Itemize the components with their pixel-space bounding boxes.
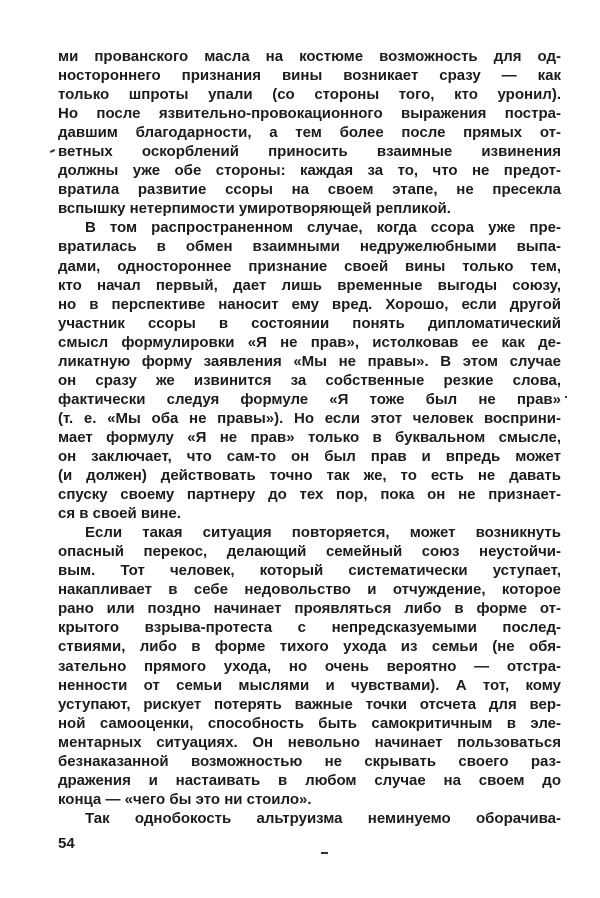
text-line: ной самооценки, способность быть самокритичным в эле- (58, 714, 561, 732)
text-line: вым. Тот человек, который систематически уступает, (58, 562, 561, 580)
text-line: зательно прямого ухода, но очень вероятно — отстра- (58, 657, 561, 675)
text-line: Если такая ситуация повторяется, может возникнуть (85, 524, 561, 542)
text-line: ми прованского масла на костюме возможность для од- (58, 48, 561, 65)
text-line: (и должен) действовать точно так же, то есть не давать (58, 467, 561, 485)
page-number: 54 (58, 835, 75, 852)
text-line: он сразу же извинится за собственные резкие слова, (58, 371, 561, 389)
text-line: ненности от семьи мыслями и чувствами). А тот, кому (58, 676, 561, 694)
text-line: мает формулу «Я не прав» только в буквальном смысле, (58, 428, 561, 446)
text-line: ствиями, либо в форме тихого ухода из семьи (не обя- (58, 638, 561, 656)
text-line: ментарных ситуациях. Он невольно начинает пользоваться (58, 733, 561, 751)
text-line: смысл формулировки «Я не прав», истолковав ее как де- (58, 333, 561, 351)
text-line: уступают, рискует потерять важные точки отсчета для вер- (58, 695, 561, 713)
text-line: должны уже обе стороны: каждая за то, что не предот- (58, 162, 561, 180)
text-line: накапливает в себе недовольство и отчуждение, которое (58, 581, 561, 599)
text-line: он заключает, что сам-то он был прав и впредь может (58, 447, 561, 465)
text-line: безнаказанной возможностью не скрывать своего раз- (58, 752, 561, 770)
text-line: ликатную форму заявления «Мы не правы». В этом случае (58, 352, 561, 370)
scan-speck (565, 396, 567, 398)
text-line: крытого взрыва-протеста с непредсказуемыми послед- (58, 619, 561, 637)
text-line: Так однобокость альтруизма неминуемо оборачива- (85, 809, 561, 827)
text-line: вратила развитие ссоры на своем этапе, не пресекла (58, 181, 561, 199)
scan-speck (321, 852, 328, 854)
text-line: вратилась в обмен взаимными недружелюбными выпа- (58, 238, 561, 256)
text-line: дами, одностороннее признание своей вины только тем, (58, 257, 561, 275)
text-line: спуску своему партнеру до тех пор, пока он не признает- (58, 486, 561, 504)
text-line: только шпроты упали (со стороны того, кто уронил). (58, 86, 561, 104)
text-line: опасный перекос, делающий семейный союз неустойчи- (58, 543, 561, 561)
text-line: рано или поздно начинает проявляться либо в форме от- (58, 600, 561, 618)
text-line: кто начал первый, дает лишь временные выгоды союзу, (58, 276, 561, 294)
scan-speck (50, 149, 55, 153)
text-line: (т. е. «Мы оба не правы»). Но если этот человек восприни- (58, 409, 561, 427)
text-line: конца — «чего бы это ни стоило». (58, 790, 312, 808)
text-line: дражения и настаивать в любом случае на своем до (58, 771, 561, 789)
text-line: ветных оскорблений приносить взаимные извинения (58, 143, 561, 161)
page-body-text (58, 47, 561, 828)
text-line: ностороннего признания вины возникает сразу — как (58, 67, 561, 85)
text-line: давшим благодарности, а тем более после прямых от- (58, 124, 561, 142)
text-line: фактически следуя формуле «Я тоже был не прав» (58, 390, 561, 408)
text-line: но в перспективе наносит ему вред. Хорошо, если другой (58, 295, 561, 313)
text-line: участник ссоры в состоянии понять дипломатический (58, 314, 561, 332)
text-line: вспышку нетерпимости умиротворяющей репликой. (58, 200, 451, 218)
text-line: Но после язвительно-провокационного выражения пострa- (58, 105, 561, 123)
text-line: ся в своей вине. (58, 505, 181, 523)
text-line: В том распространенном случае, когда ссора уже пре- (85, 219, 561, 237)
